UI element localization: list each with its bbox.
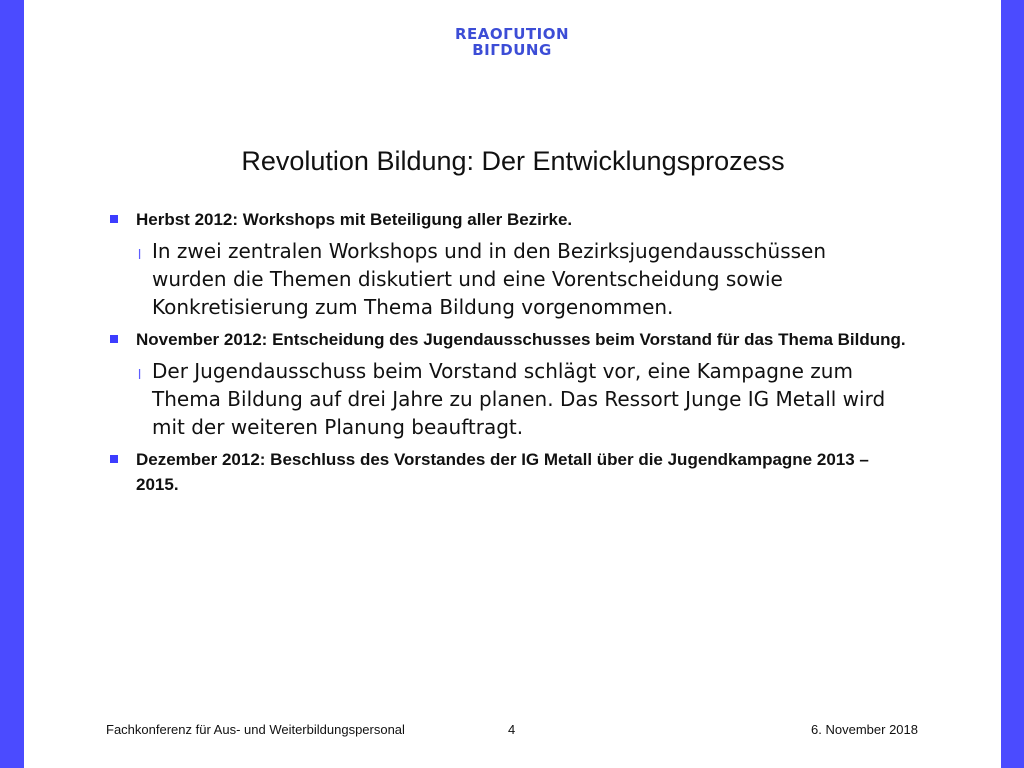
revolution-bildung-logo	[452, 26, 572, 58]
sub-bullet-item-1	[106, 237, 906, 321]
footer-date: 6. November 2018	[811, 722, 918, 737]
sub-bullet-marker-icon: l	[138, 246, 142, 262]
slide-content	[106, 207, 906, 497]
sub-bullet-text: Der Jugendausschuss beim Vorstand schlägt vor, eine Kampagne zum Thema Bildung auf drei Jahre zu planen. Das Ressort Junge IG Metall wird mit der weiteren Planung beauftragt.	[152, 359, 886, 439]
bullet-item-1	[106, 207, 906, 232]
logo-line-1: REAOГUTION	[454, 25, 569, 43]
bullet-text: Herbst 2012: Workshops mit Beteiligung aller Bezirke.	[136, 210, 573, 229]
sub-bullet-marker-icon: l	[138, 366, 142, 382]
slide-title: Revolution Bildung: Der Entwicklungsprozess	[241, 146, 785, 176]
sub-bullet-text: In zwei zentralen Workshops und in den Bezirksjugendausschüssen wurden die Themen diskutiert und eine Vorentscheidung sowie Konkretisierung zum Thema Bildung vorgenommen.	[152, 239, 827, 319]
bullet-text: Dezember 2012: Beschluss des Vorstandes der IG Metall über die Jugendkampagne 2013 – 2015.	[136, 450, 869, 494]
bullet-item-3	[106, 447, 906, 497]
bullet-item-2	[106, 327, 906, 352]
footer-conference: Fachkonferenz für Aus- und Weiterbildungspersonal	[106, 722, 405, 737]
left-side-bar	[0, 0, 24, 768]
square-bullet-icon	[110, 335, 118, 343]
sub-bullet-item-2	[106, 357, 906, 441]
bullet-text: November 2012: Entscheidung des Jugendausschusses beim Vorstand für das Thema Bildung.	[136, 330, 906, 349]
logo-line-2: BIГDUNG	[472, 41, 552, 59]
square-bullet-icon	[110, 455, 118, 463]
right-side-bar	[1001, 0, 1024, 768]
square-bullet-icon	[110, 215, 118, 223]
footer-page-number: 4	[508, 722, 516, 737]
